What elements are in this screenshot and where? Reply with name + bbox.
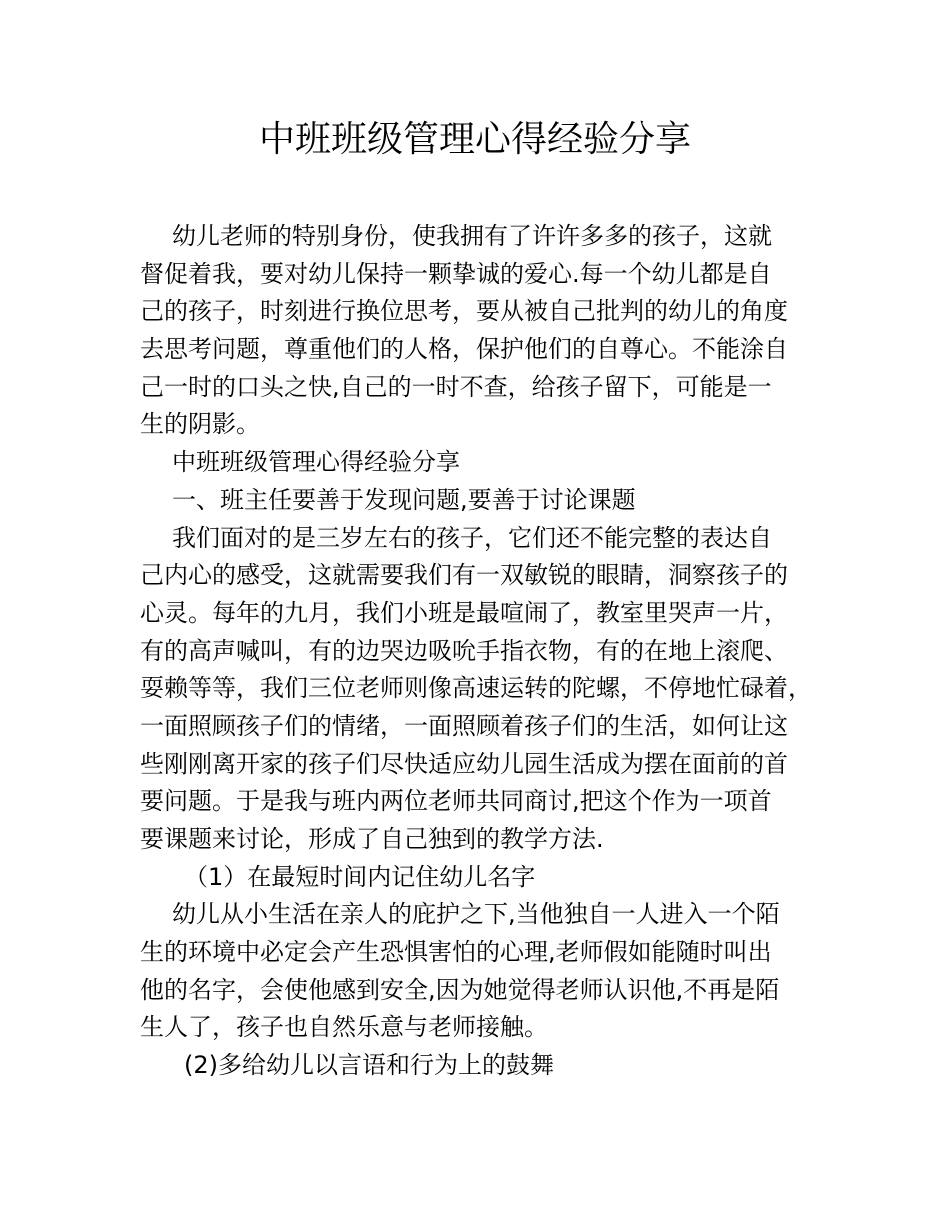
subsection-heading: （1）在最短时间内记住幼儿名字 <box>184 862 536 891</box>
paragraph-line: 己内心的感受，这就需要我们有一双敏锐的眼睛，洞察孩子的 <box>140 561 788 590</box>
section-heading: 中班班级管理心得经验分享 <box>172 448 460 477</box>
paragraph-line: 一面照顾孩子们的情绪，一面照顾着孩子们的生活，如何让这 <box>140 711 788 740</box>
paragraph-line: 要问题。于是我与班内两位老师共同商讨,把这个作为一项首 <box>140 787 772 816</box>
paragraph-line: 幼儿老师的特别身份，使我拥有了许许多多的孩子，这就 <box>172 222 772 250</box>
paragraph-line: 要课题来讨论，形成了自己独到的教学方法. <box>140 825 604 853</box>
subsection-heading: (2)多给幼儿以言语和行为上的鼓舞 <box>184 1051 554 1080</box>
document-title: 中班班级管理心得经验分享 <box>258 119 691 160</box>
document-body <box>140 218 820 1085</box>
paragraph-line: 有的高声喊叫，有的边哭边吸吮手指衣物，有的在地上滚爬、 <box>140 636 788 665</box>
paragraph-line: 些刚刚离开家的孩子们尽快适应幼儿园生活成为摆在面前的首 <box>140 749 788 778</box>
paragraph-line: 己的孩子，时刻进行换位思考，要从被自己批判的幼儿的角度 <box>140 297 788 326</box>
paragraph-line: 己一时的口头之快,自己的一时不查，给孩子留下，可能是一 <box>140 372 772 401</box>
section-heading: 一、班主任要善于发现问题,要善于讨论课题 <box>172 485 636 514</box>
paragraph-line: 幼儿从小生活在亲人的庇护之下,当他独自一人进入一个陌 <box>172 900 780 929</box>
paragraph-line: 生的环境中必定会产生恐惧害怕的心理,老师假如能随时叫出 <box>140 938 772 967</box>
paragraph-line: 他的名字，会使他感到安全,因为她觉得老师认识他,不再是陌 <box>140 975 780 1004</box>
paragraph-line: 生人了，孩子也自然乐意与老师接触。 <box>140 1013 548 1042</box>
paragraph-line: 心灵。每年的九月，我们小班是最喧闹了，教室里哭声一片， <box>140 598 788 627</box>
paragraph-line: 生的阴影。 <box>140 410 260 439</box>
paragraph-line: 去思考问题，尊重他们的人格，保护他们的自尊心。不能涂自 <box>140 335 788 364</box>
paragraph-line: 督促着我，要对幼儿保持一颗挚诚的爱心.每一个幼儿都是自 <box>140 259 772 288</box>
paragraph-line: 我们面对的是三岁左右的孩子，它们还不能完整的表达自 <box>172 523 772 552</box>
paragraph-line: 耍赖等等，我们三位老师则像高速运转的陀螺，不停地忙碌着， <box>140 674 812 703</box>
